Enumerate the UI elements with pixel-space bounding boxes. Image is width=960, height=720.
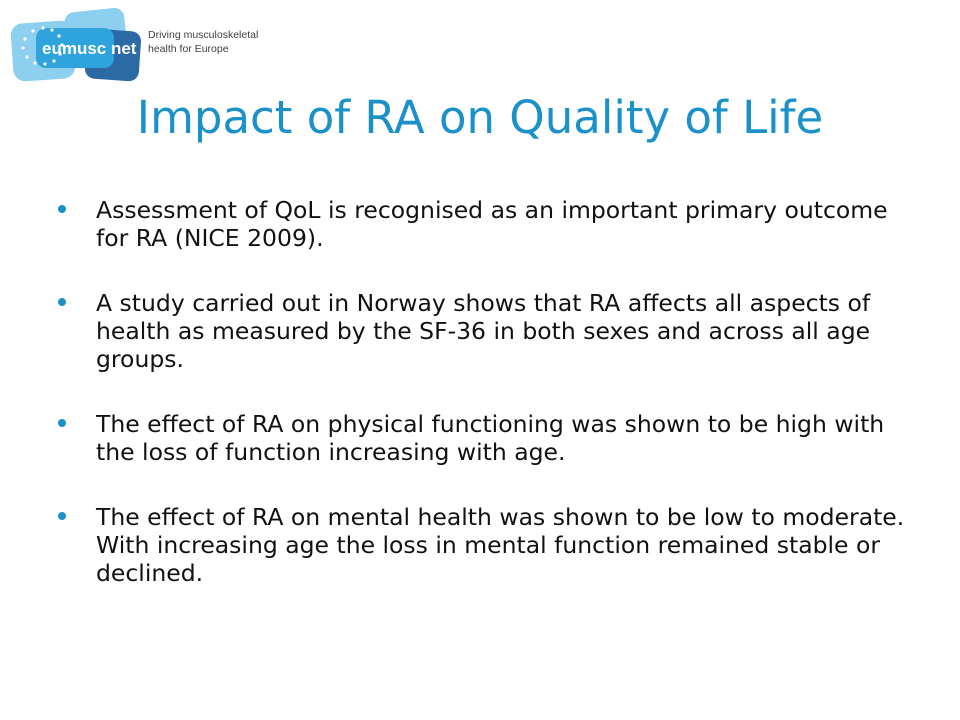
bullet-dot-icon bbox=[58, 419, 66, 427]
bullet-list bbox=[58, 196, 908, 624]
bullet-item bbox=[58, 503, 908, 587]
tagline-line-1: Driving musculoskeletal bbox=[148, 29, 259, 41]
bullet-text: Assessment of QoL is recognised as an important primary outcome for RA (NICE 2009). bbox=[96, 196, 888, 252]
eumusc-logo-mark bbox=[8, 8, 148, 86]
logo-brand-text: eumusc net bbox=[42, 39, 137, 58]
eumusc-logo bbox=[8, 8, 268, 88]
logo-tagline bbox=[148, 28, 278, 56]
bullet-dot-icon bbox=[58, 298, 66, 306]
bullet-item bbox=[58, 289, 908, 373]
bullet-text: A study carried out in Norway shows that RA affects all aspects of health as measured by the SF-36 in both sexes and across all age groups. bbox=[96, 289, 871, 373]
bullet-dot-icon bbox=[58, 205, 66, 213]
bullet-item bbox=[58, 196, 908, 252]
bullet-dot-icon bbox=[58, 512, 66, 520]
bullet-text: The effect of RA on physical functioning was shown to be high with the loss of function increasing with age. bbox=[96, 410, 885, 466]
slide-title: Impact of RA on Quality of Life bbox=[136, 91, 824, 144]
bullet-item bbox=[58, 410, 908, 466]
tagline-line-2: health for Europe bbox=[148, 43, 229, 55]
bullet-text: The effect of RA on mental health was shown to be low to moderate. With increasing age the loss in mental function remained stable or declined. bbox=[96, 503, 905, 587]
